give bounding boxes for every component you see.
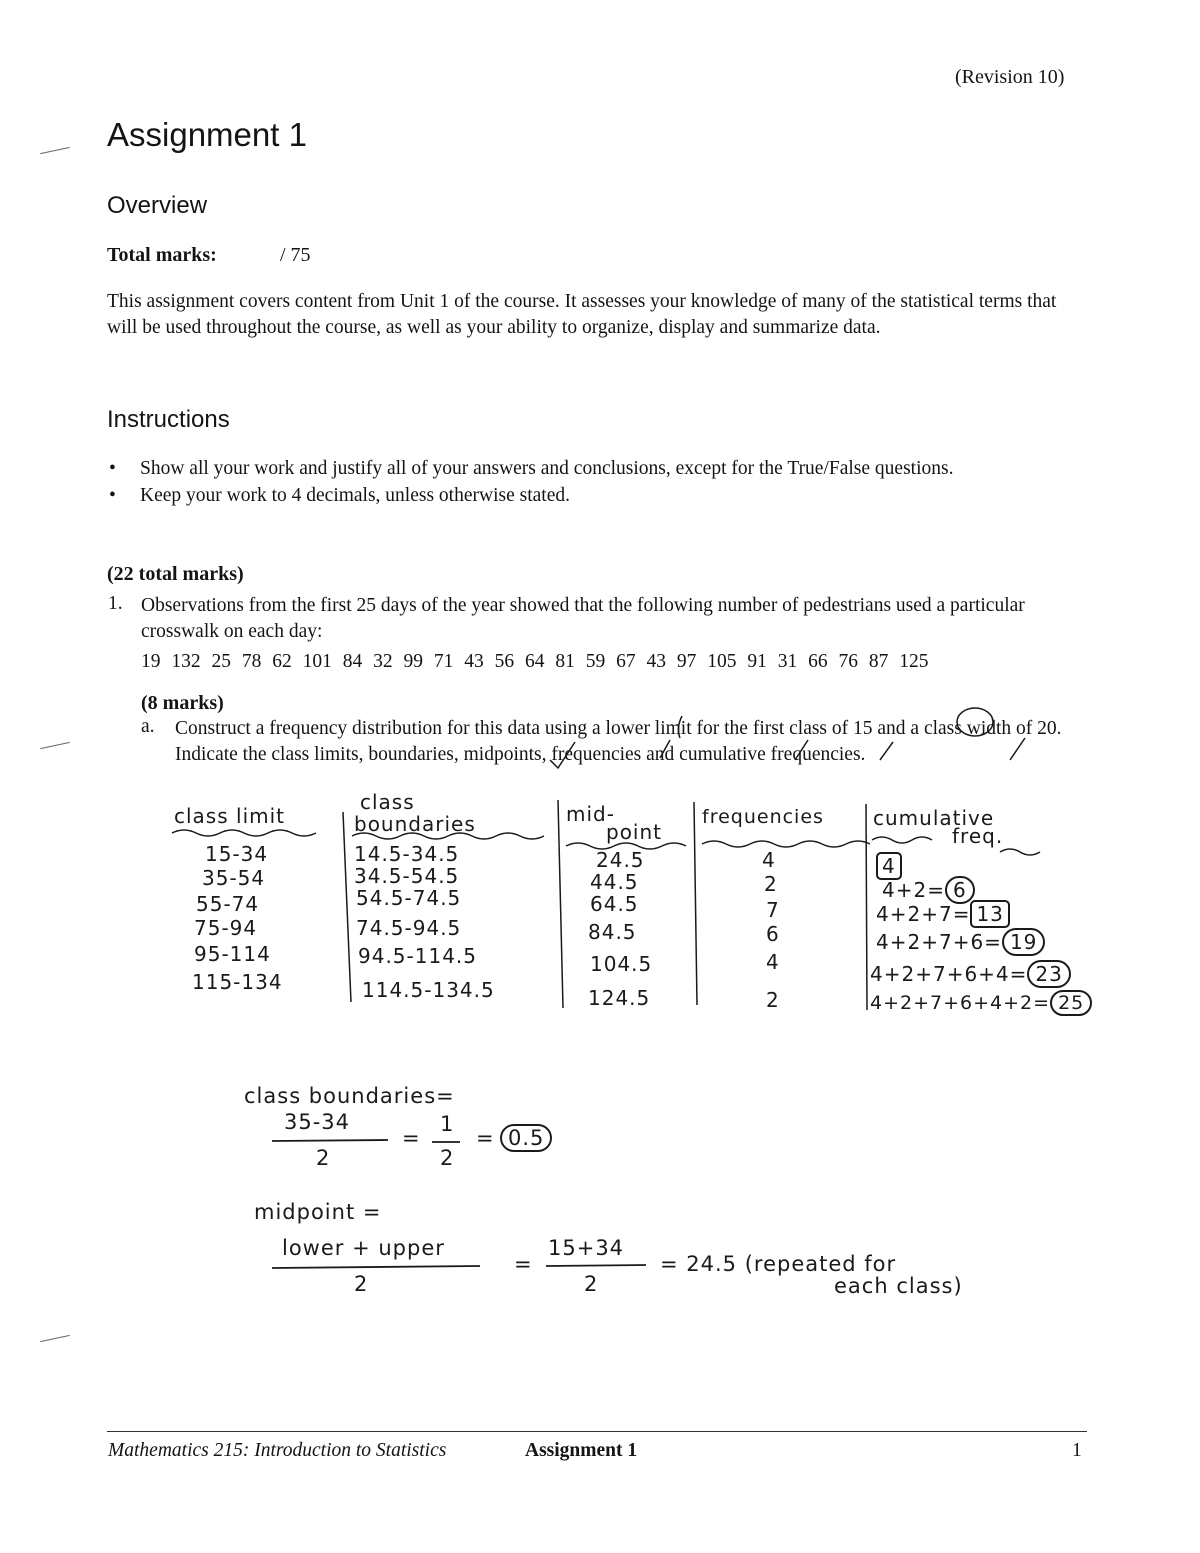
midpoint-numerator-values: 15+34 [548,1236,625,1260]
header-frequencies: frequencies [702,806,824,828]
midpoint-denominator: 2 [354,1272,369,1296]
question-total-marks: (22 total marks) [107,563,244,585]
header-underline [702,841,870,847]
one-numerator: 1 [440,1112,455,1136]
class-boundary-cell: 94.5-114.5 [358,944,478,968]
question-number: 1. [108,593,123,614]
midpoint-cell: 24.5 [596,848,645,872]
cumulative-expression: 4+2+7+6= [876,930,1002,954]
cumulative-cell [876,928,1045,956]
fraction-bar [546,1265,646,1266]
class-boundary-cell: 114.5-134.5 [362,978,495,1002]
circle-annotation-15 [957,708,993,736]
cumulative-total: 4 [876,852,902,880]
class-limit-cell: 95-114 [194,942,271,966]
question-data-values: 19 132 25 78 62 101 84 32 99 71 43 56 64 81 59 67 43 97 105 91 31 66 76 87 125 [141,651,929,672]
midpoint-numerator: lower + upper [282,1236,445,1260]
header-midpoint: point [606,820,663,844]
midpoint-cell: 124.5 [588,986,651,1010]
footer-divider [107,1431,1087,1432]
class-boundary-cell: 54.5-74.5 [356,886,462,910]
table-divider [866,804,867,1010]
midpoint-result-note: each class) [834,1274,963,1298]
boundaries-denominator: 2 [316,1146,331,1170]
midpoint-cell: 44.5 [590,870,639,894]
class-limit-cell: 75-94 [194,916,258,940]
frequency-cell: 7 [766,898,780,922]
cumulative-total: 25 [1050,990,1092,1016]
table-divider [343,812,351,1002]
class-boundaries-label: class boundaries= [244,1084,455,1108]
overview-heading: Overview [107,192,208,219]
cumulative-total: 6 [945,876,975,904]
instructions-heading: Instructions [107,406,230,433]
equals-sign: = [402,1126,421,1150]
midpoint-result: = 24.5 (repeated for [660,1252,897,1276]
boundaries-result [500,1124,552,1152]
boundaries-numerator: 35-34 [284,1110,351,1134]
header-underline [1000,849,1040,855]
instruction-text: Keep your work to 4 decimals, unless otherwise stated. [140,485,570,506]
header-underline [172,830,316,836]
table-divider [558,800,563,1008]
question-text: Observations from the first 25 days of the year showed that the following number of pedestrians used a particular crosswalk on each day: [141,595,1025,642]
midpoint-cell: 64.5 [590,892,639,916]
cumulative-expression: 4+2+7+6+4= [870,962,1028,986]
header-cumulative: freq. [952,824,1004,848]
bullet-icon: • [109,458,116,479]
part-a-marks: (8 marks) [141,692,224,714]
cumulative-total: 13 [970,900,1009,928]
class-limit-cell: 115-134 [192,970,283,994]
table-divider [694,802,697,1005]
frequency-cell: 4 [766,950,780,974]
cumulative-total: 23 [1027,960,1070,988]
equals-sign: = [476,1126,495,1150]
midpoint-denominator-values: 2 [584,1272,599,1296]
header-class-boundaries: boundaries [354,812,476,836]
header-class-boundaries: class [360,790,415,814]
total-marks-value: / 75 [280,244,311,266]
part-a-label: a. [141,716,155,737]
class-limit-cell: 15-34 [205,842,269,866]
footer-assignment-title: Assignment 1 [525,1440,638,1461]
class-boundary-cell: 74.5-94.5 [356,916,462,940]
cumulative-cell [870,990,1092,1016]
two-denominator: 2 [440,1146,455,1170]
revision-label: (Revision 10) [955,66,1065,88]
class-boundary-cell: 14.5-34.5 [354,842,460,866]
midpoint-cell: 84.5 [588,920,637,944]
underline-annotation [678,716,682,738]
boundaries-result-value: 0.5 [500,1124,552,1152]
cumulative-total: 19 [1002,928,1045,956]
overview-description: This assignment covers content from Unit 1 of the course. It assesses your knowledge of many of the statistical terms that will be used throughout the course, as well as your ability to organize, display and summarize data. [107,291,1057,338]
cumulative-cell [870,960,1071,988]
header-underline [872,837,932,843]
checkmark-annotation [550,742,575,768]
page-title: Assignment 1 [107,116,307,153]
cumulative-expression: 4+2= [882,878,945,902]
header-class-limit: class limit [174,804,285,828]
cumulative-cell [876,900,1010,928]
class-boundary-cell: 34.5-54.5 [354,864,460,888]
fraction-bar [272,1140,388,1141]
checkmark-annotation [795,740,808,760]
instruction-text: Show all your work and justify all of your answers and conclusions, except for the True/False questions. [140,458,954,479]
checkmark-annotation [660,740,670,758]
frequency-cell: 2 [764,872,778,896]
cumulative-expression: 4+2+7= [876,902,971,926]
cumulative-expression: 4+2+7+6+4+2= [870,992,1051,1014]
equals-sign: = [514,1252,533,1276]
midpoint-cell: 104.5 [590,952,653,976]
frequency-cell: 2 [766,988,780,1012]
frequency-cell: 6 [766,922,780,946]
class-limit-cell: 55-74 [196,892,260,916]
footer-course-title: Mathematics 215: Introduction to Statistics [108,1440,447,1461]
header-cumulative: cumulative [873,806,995,830]
part-a-text: Construct a frequency distribution for this data using a lower limit for the first class of 15 and a class width of 20. Indicate the class limits, boundaries, midpoints, frequencies and cumulative frequencies. [175,718,1062,765]
checkmark-annotation [880,742,893,760]
bullet-icon: • [109,485,116,506]
checkmark-annotation [1010,738,1025,760]
header-midpoint: mid- [566,802,615,826]
midpoint-label: midpoint = [254,1200,382,1224]
page-number: 1 [1072,1440,1082,1461]
total-marks-label: Total marks: [107,244,217,266]
frequency-cell: 4 [762,848,776,872]
fraction-bar [272,1266,480,1268]
class-limit-cell: 35-54 [202,866,266,890]
